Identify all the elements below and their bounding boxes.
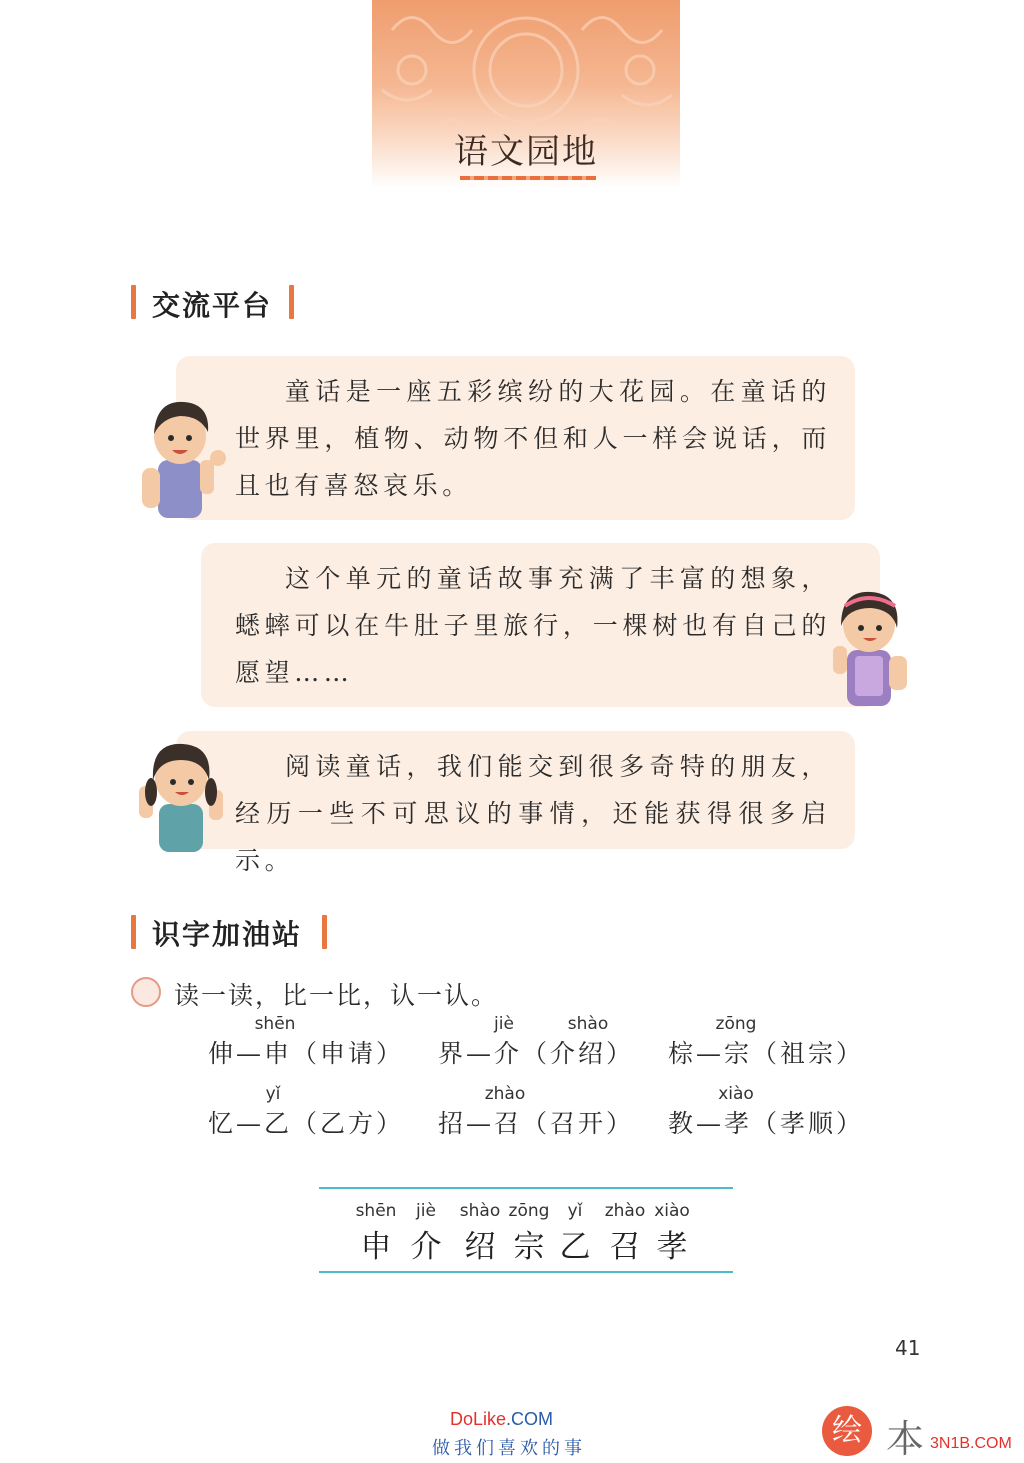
- char-pair-1: 伸—申（申请）: [208, 1039, 405, 1068]
- title-underline: [460, 176, 596, 180]
- section-marker-left: [131, 285, 136, 319]
- title-banner: [372, 0, 680, 188]
- speech-text-2: 这个单元的童话故事充满了丰富的想象，蟋蟀可以在牛肚子里旅行，一棵树也有自己的愿望……: [235, 564, 831, 687]
- page-number: 41: [895, 1336, 921, 1360]
- vocab-char-3: 绍: [464, 1229, 496, 1265]
- instruction-icon: [131, 977, 161, 1007]
- watermark-site-3: 3N1B.COM: [930, 1435, 1012, 1452]
- vocab-pinyin-3: shào: [459, 1201, 501, 1221]
- pinyin-xiao: xiào: [718, 1084, 754, 1104]
- section-marker-right: [289, 285, 294, 319]
- vocab-pinyin-1: shēn: [355, 1201, 397, 1221]
- pinyin-zhao: zhào: [484, 1084, 526, 1104]
- section-title-exchange: 交流平台: [152, 289, 273, 322]
- vocab-char-6: 召: [609, 1229, 641, 1265]
- girl-ponytail-illustration: [135, 742, 231, 854]
- char-pair-6: 教—孝（孝顺）: [668, 1109, 865, 1138]
- watermark-site-a: DoLike: [450, 1409, 507, 1429]
- watermark-site: [450, 1409, 553, 1430]
- vocab-char-1: 申: [360, 1229, 392, 1265]
- section-title-literacy: 识字加油站: [152, 918, 303, 951]
- vocab-char-2: 介: [410, 1229, 442, 1265]
- speech-text-1: 童话是一座五彩缤纷的大花园。在童话的世界里，植物、动物不但和人一样会说话，而且也有喜怒哀乐。: [235, 377, 831, 500]
- char-pair-4: 忆—乙（乙方）: [208, 1109, 405, 1138]
- vocab-rule-bottom: [319, 1271, 733, 1273]
- pinyin-yi: yǐ: [265, 1084, 281, 1104]
- vocab-pinyin-7: xiào: [654, 1201, 690, 1221]
- pinyin-shen: shēn: [254, 1014, 296, 1034]
- pinyin-shao: shào: [567, 1014, 609, 1034]
- vocab-rule-top: [319, 1187, 733, 1189]
- vocab-pinyin-4: zōng: [508, 1201, 550, 1221]
- speech-text-3: 阅读童话，我们能交到很多奇特的朋友，经历一些不可思议的事情，还能获得很多启示。: [235, 752, 831, 875]
- char-pair-5: 招—召（召开）: [438, 1109, 635, 1138]
- vocab-pinyin-6: zhào: [604, 1201, 646, 1221]
- section-marker-left-2: [131, 915, 136, 949]
- pinyin-jie: jiè: [494, 1014, 514, 1034]
- watermark-logo: 绘: [822, 1406, 872, 1456]
- watermark-slogan: 做我们喜欢的事: [432, 1438, 586, 1459]
- vocab-char-5: 乙: [559, 1229, 591, 1265]
- boy-illustration: [138, 398, 233, 524]
- watermark-char: 本: [886, 1417, 925, 1461]
- pinyin-zong: zōng: [715, 1014, 757, 1034]
- section-marker-right-2: [322, 915, 327, 949]
- vocab-char-4: 宗: [513, 1229, 545, 1265]
- instruction-text: 读一读，比一比，认一认。: [174, 981, 499, 1010]
- char-pair-2: 界—介（介绍）: [438, 1039, 635, 1068]
- girl-headband-illustration: [825, 590, 917, 710]
- vocab-char-7: 孝: [656, 1229, 688, 1265]
- vocab-pinyin-2: jiè: [416, 1201, 436, 1221]
- page-title: 语文园地: [454, 132, 598, 172]
- watermark-site-b: .COM: [506, 1409, 554, 1429]
- vocab-pinyin-5: yǐ: [567, 1201, 583, 1221]
- char-pair-3: 棕—宗（祖宗）: [668, 1039, 865, 1068]
